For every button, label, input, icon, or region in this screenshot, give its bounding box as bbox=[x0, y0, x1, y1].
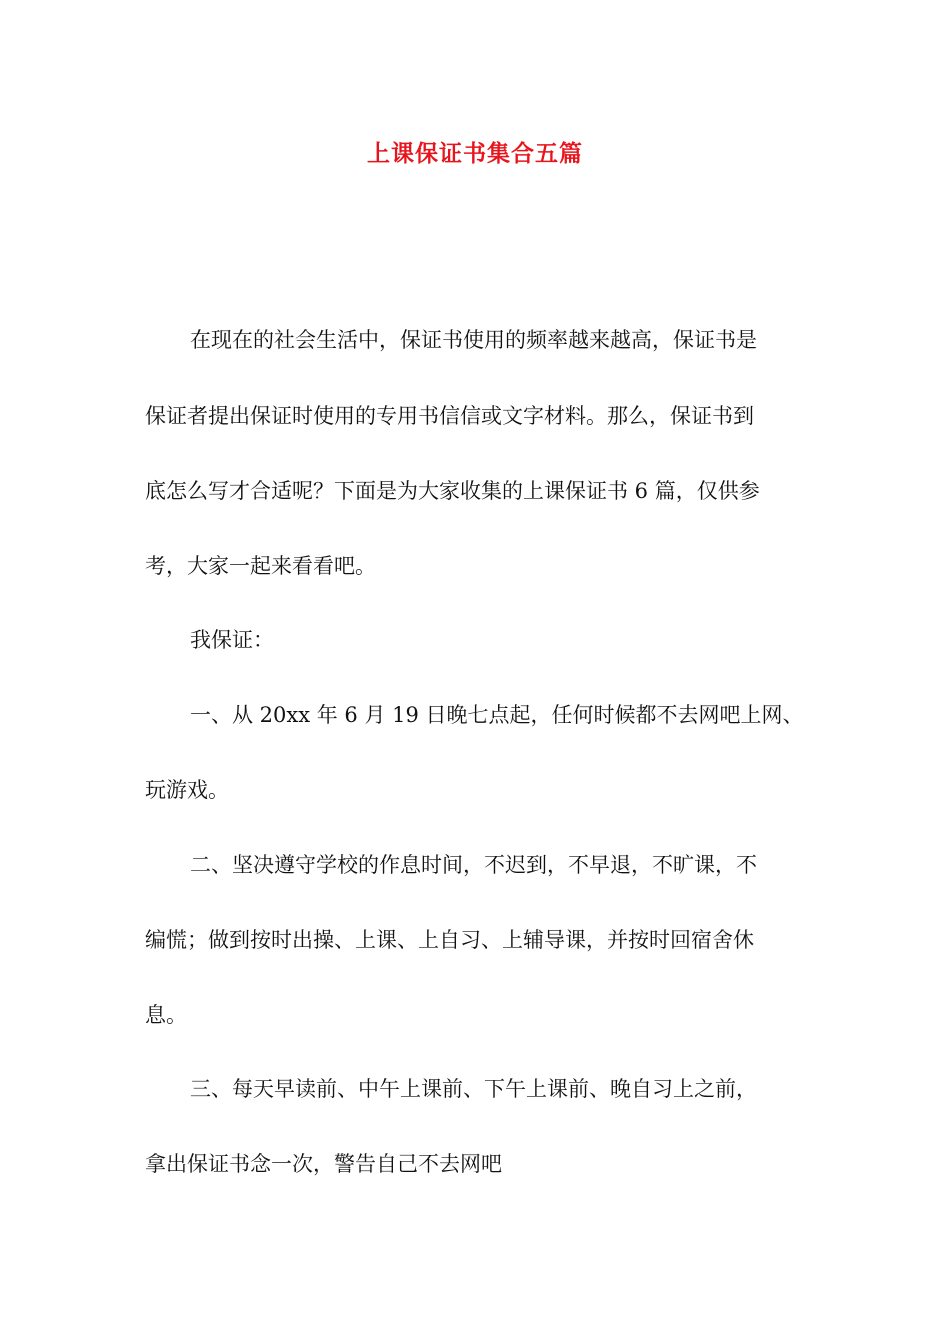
paragraph-line: 拿出保证书念一次，警告自己不去网吧 bbox=[145, 1152, 502, 1176]
paragraph-line: 玩游戏。 bbox=[145, 778, 229, 802]
document-title: 上课保证书集合五篇 bbox=[367, 140, 583, 167]
paragraph-line: 三、每天早读前、中午上课前、下午上课前、晚自习上之前， bbox=[190, 1077, 757, 1101]
paragraph-line: 保证者提出保证时使用的专用书信信或文字材料。那么，保证书到 bbox=[145, 404, 754, 428]
paragraph-line: 在现在的社会生活中，保证书使用的频率越来越高，保证书是 bbox=[190, 328, 757, 352]
paragraph-line: 我保证： bbox=[190, 628, 274, 652]
paragraph-line: 考，大家一起来看看吧。 bbox=[145, 554, 376, 578]
paragraph-line: 编慌；做到按时出操、上课、上自习、上辅导课，并按时回宿舍休 bbox=[145, 928, 754, 952]
paragraph-line: 底怎么写才合适呢？下面是为大家收集的上课保证书 6 篇，仅供参 bbox=[145, 479, 760, 503]
paragraph-line: 二、坚决遵守学校的作息时间，不迟到，不早退，不旷课，不 bbox=[190, 853, 757, 877]
paragraph-line: 息。 bbox=[145, 1003, 187, 1027]
paragraph-line: 一、从 20xx 年 6 月 19 日晚七点起，任何时候都不去网吧上网、 bbox=[190, 703, 804, 727]
